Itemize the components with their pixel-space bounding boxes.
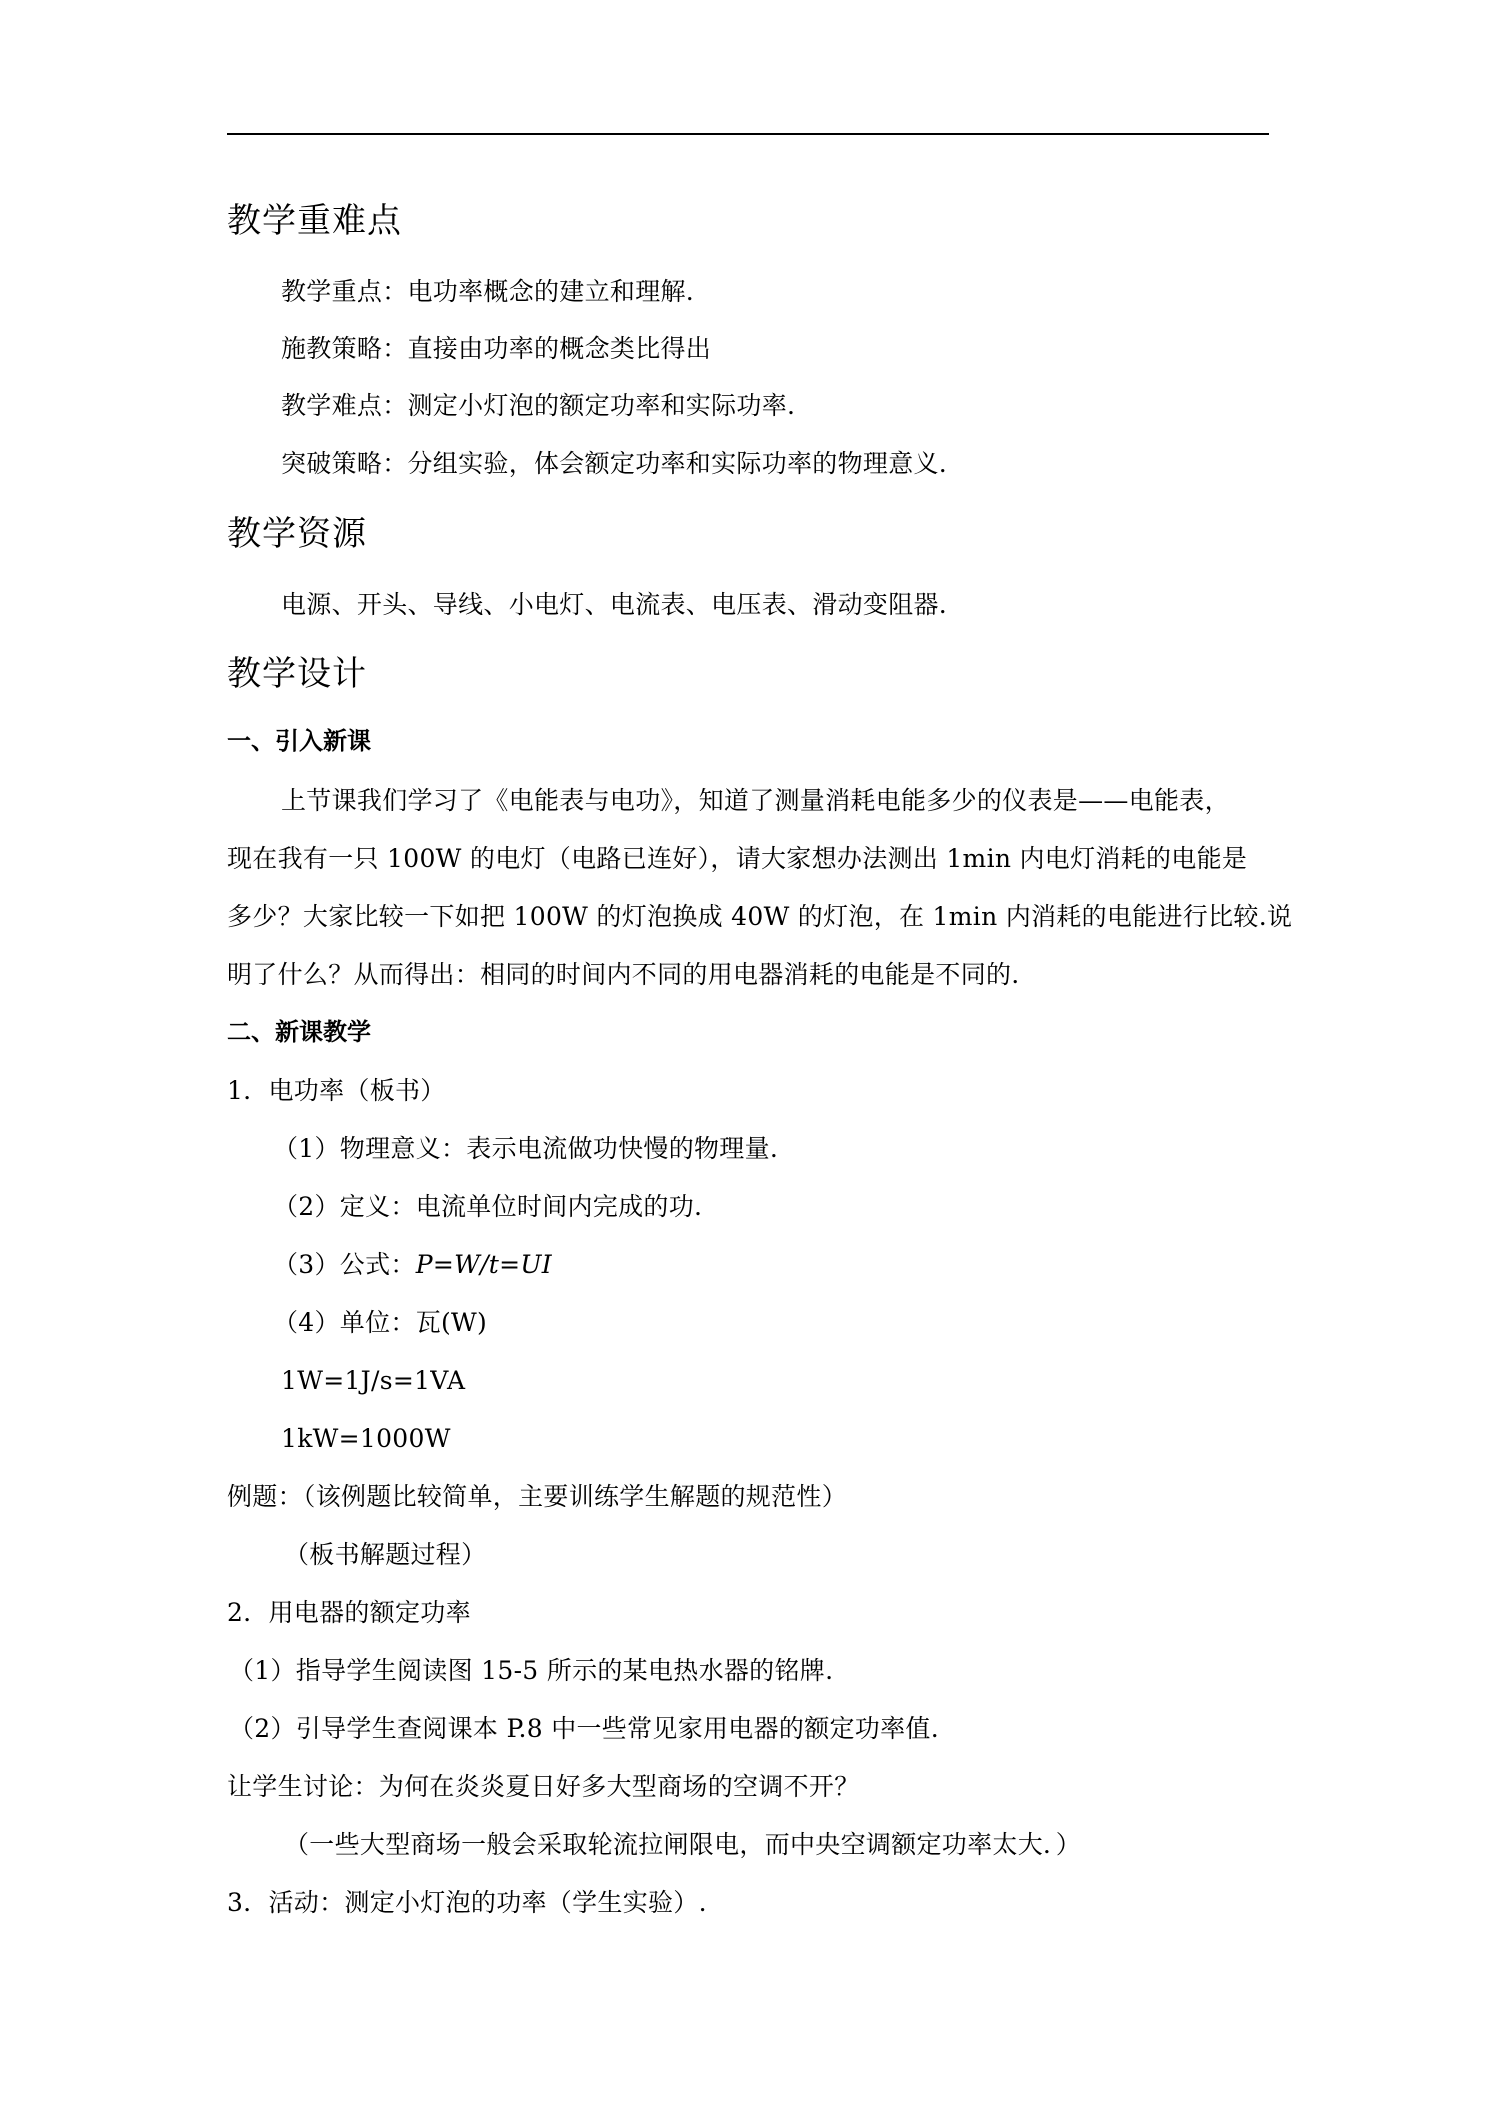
sub-item: （1）物理意义：表示电流做功快慢的物理量.	[273, 1134, 779, 1163]
subsection-heading-new-lesson: 二、新课教学	[227, 1018, 371, 1046]
formula: P=W/t=UI	[415, 1250, 552, 1279]
sub-item: （2）定义：电流单位时间内完成的功.	[273, 1192, 703, 1221]
discussion-line: 让学生讨论：为何在炎炎夏日好多大型商场的空调不开？	[227, 1772, 860, 1801]
example-note: （板书解题过程）	[284, 1540, 487, 1569]
paragraph-line: 电源、开头、导线、小电灯、电流表、电压表、滑动变阻器.	[281, 590, 948, 619]
section-title-design: 教学设计	[227, 654, 367, 694]
item-title: 1．电功率（板书）	[227, 1076, 446, 1105]
discussion-note: （一些大型商场一般会采取轮流拉闸限电，而中央空调额定功率太大．）	[284, 1830, 1082, 1859]
paragraph-line: 教学重点：电功率概念的建立和理解.	[281, 277, 695, 306]
sub-item-formula	[273, 1252, 552, 1277]
section-title-resources: 教学资源	[227, 514, 367, 554]
paragraph-line: 明了什么？从而得出：相同的时间内不同的用电器消耗的电能是不同的.	[227, 960, 1020, 989]
unit-line: 1kW=1000W	[281, 1424, 451, 1453]
example-line: 例题：（该例题比较简单，主要训练学生解题的规范性）	[227, 1482, 848, 1511]
sub-item: （1）指导学生阅读图 15-5 所示的某电热水器的铭牌.	[229, 1656, 834, 1685]
subsection-heading-intro: 一、引入新课	[227, 727, 371, 755]
header-rule	[227, 133, 1269, 135]
sub-item: （2）引导学生查阅课本 P.8 中一些常见家用电器的额定功率值.	[229, 1714, 939, 1743]
paragraph-line: 施教策略：直接由功率的概念类比得出	[281, 334, 712, 363]
paragraph-line: 多少？大家比较一下如把 100W 的灯泡换成 40W 的灯泡，在 1min 内消耗的电能进行比较.说	[227, 902, 1293, 931]
paragraph-line: 突破策略：分组实验，体会额定功率和实际功率的物理意义.	[281, 449, 948, 478]
item-title: 2．用电器的额定功率	[227, 1598, 471, 1627]
item-title: 3．活动：测定小灯泡的功率（学生实验）.	[227, 1888, 707, 1917]
formula-label: （3）公式：	[273, 1250, 416, 1279]
section-title-key-points: 教学重难点	[227, 201, 402, 241]
sub-item: （4）单位：瓦(W)	[273, 1308, 488, 1337]
paragraph-line: 教学难点：测定小灯泡的额定功率和实际功率.	[281, 391, 796, 420]
unit-line: 1W=1J/s=1VA	[281, 1366, 466, 1395]
paragraph-line: 现在我有一只 100W 的电灯（电路已连好），请大家想办法测出 1min 内电灯消耗的电能是	[227, 844, 1248, 873]
paragraph-line: 上节课我们学习了《电能表与电功》，知道了测量消耗电能多少的仪表是——电能表，	[281, 786, 1230, 815]
